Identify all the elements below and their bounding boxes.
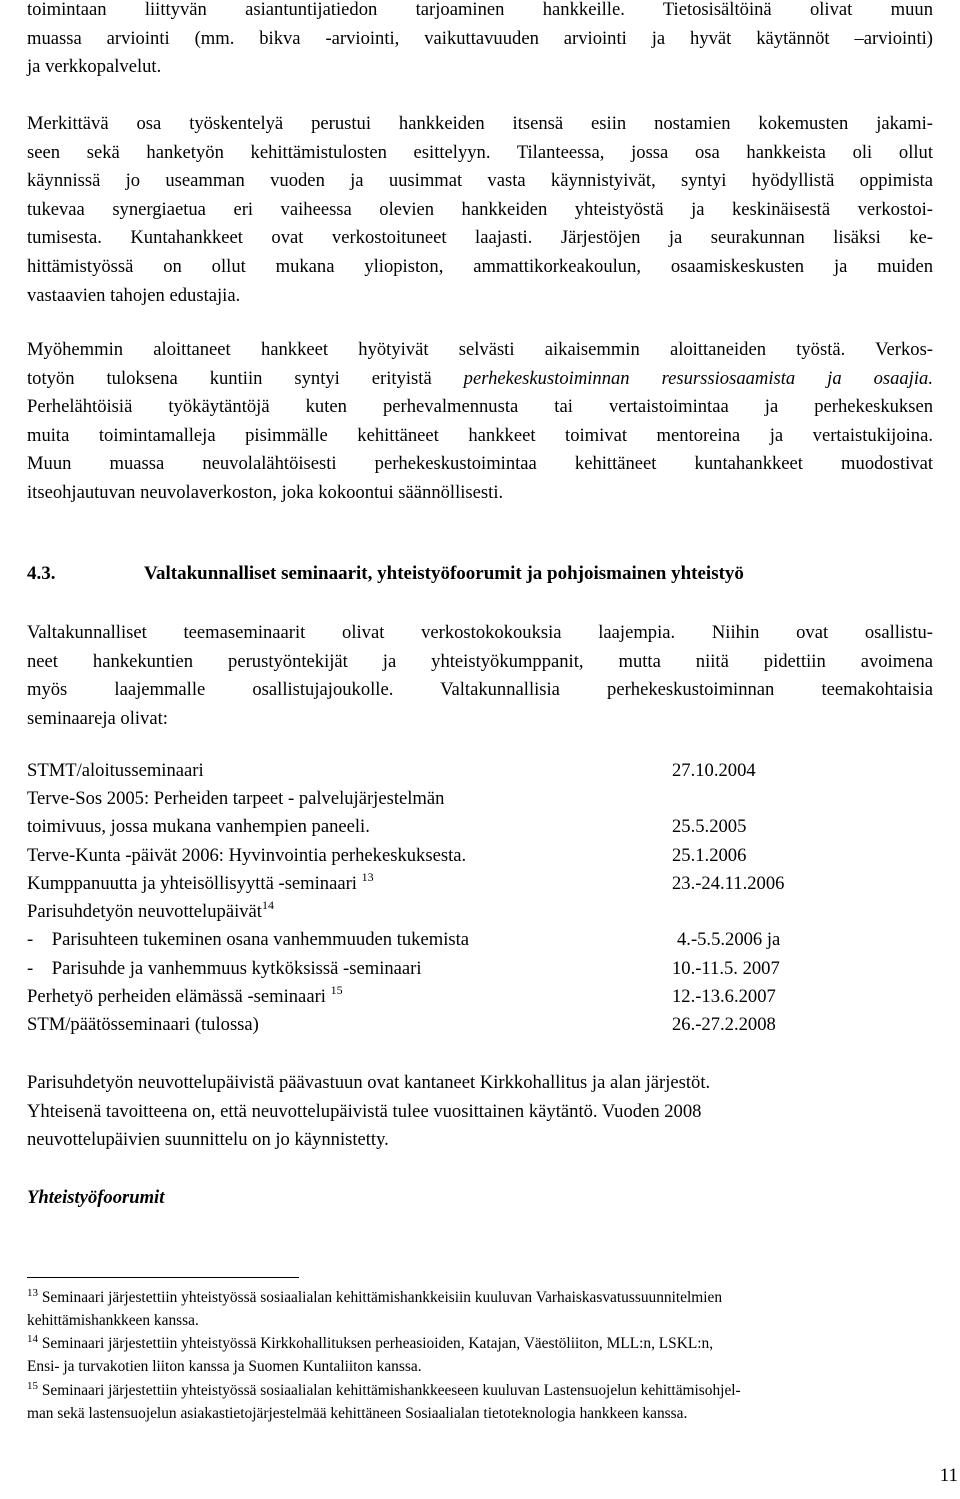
subheading-text: Yhteistyöfoorumit xyxy=(27,1187,165,1208)
text-line: hittämistyössä on ollut mukana yliopiston, ammattikorkeakoulun, osaamiskeskusten ja muiden xyxy=(27,255,933,277)
seminar-date: 12.-13.6.2007 xyxy=(672,986,776,1007)
seminar-label xyxy=(27,898,274,923)
seminar-label: - Parisuhde ja vanhemmuus kytköksissä -seminaari xyxy=(27,958,422,979)
text-line: Parisuhdetyön neuvottelupäivistä päävastuun ovat kantaneet Kirkkohallitus ja alan järjestöt. xyxy=(27,1072,711,1093)
seminar-date: 25.1.2006 xyxy=(672,845,747,866)
text-line: neuvottelupäivien suunnittelu on jo käynnistetty. xyxy=(27,1129,389,1151)
footnote-text: Seminaari järjestettiin yhteistyössä Kirkkohallituksen perheasioiden, Katajan, Väestöliiton, MLL:n, LSKL:n, xyxy=(41,1335,714,1352)
paragraph-seminars-intro xyxy=(27,619,933,733)
text-line: Myöhemmin aloittaneet hankkeet hyötyivät selvästi aikaisemmin aloittaneiden työstä. Verkos- xyxy=(27,339,933,360)
footnote-ref: 13 xyxy=(361,870,374,884)
footnote-number: 15 xyxy=(27,1380,38,1392)
text-segment: totyön tuloksena kuntiin syntyi erityistä xyxy=(27,367,464,389)
seminar-date: 26.-27.2.2008 xyxy=(672,1014,776,1035)
section-title: Valtakunnalliset seminaarit, yhteistyöfoorumit ja pohjoismainen yhteistyö xyxy=(144,563,744,584)
text-line: tumisesta. Kuntahankkeet ovat verkostoituneet laajasti. Järjestöjen ja seurakunnan lisäksi ke- xyxy=(27,227,933,249)
footnote xyxy=(27,1287,947,1332)
footnote-separator xyxy=(27,1277,299,1278)
footnote-ref: 14 xyxy=(261,898,274,912)
text-line: ja verkkopalvelut. xyxy=(27,56,162,78)
text-line: seminaareja olivat: xyxy=(27,707,168,729)
seminar-row xyxy=(27,898,933,929)
seminar-row xyxy=(27,929,933,957)
seminar-row xyxy=(27,870,933,901)
seminar-label: - Parisuhteen tukeminen osana vanhemmuuden tukemista xyxy=(27,929,470,950)
text-line: muassa arviointi (mm. bikva -arviointi, vaikuttavuuden arviointi ja hyvät käytännöt –arviointi) xyxy=(27,27,933,49)
text-line: Valtakunnalliset teemaseminaarit olivat verkostokokouksia laajempia. Niihin ovat osallistu- xyxy=(27,622,933,643)
text-line: tukevaa synergiaetua eri vaiheessa olevien hankkeiden yhteistyöstä ja keskinäisestä verkostoi- xyxy=(27,198,933,220)
seminar-date: 23.-24.11.2006 xyxy=(672,873,785,894)
seminar-label: toimivuus, jossa mukana vanhempien paneeli. xyxy=(27,816,370,837)
paragraph-mentoring xyxy=(27,336,933,508)
seminar-row xyxy=(27,983,933,1014)
footnote-ref: 15 xyxy=(330,983,343,997)
paragraph-negotiation-days xyxy=(27,1069,933,1155)
seminar-row xyxy=(27,958,933,986)
seminar-label-text: Parisuhdetyön neuvottelupäivät xyxy=(27,901,262,922)
seminar-row xyxy=(27,788,933,816)
seminar-date: 10.-11.5. 2007 xyxy=(672,958,780,979)
text-line: muita toimintamalleja pisimmälle kehittäneet hankkeet toimivat mentoreina ja vertaistukijoina. xyxy=(27,424,933,446)
text-line: Muun muassa neuvolalähtöisesti perhekeskustoimintaa kehittäneet kuntahankkeet muodostivat xyxy=(27,453,933,475)
seminar-label: Terve-Sos 2005: Perheiden tarpeet - palvelujärjestelmän xyxy=(27,788,445,809)
text-line: vastaavien tahojen edustajia. xyxy=(27,284,241,306)
footnote xyxy=(27,1380,947,1425)
seminar-row xyxy=(27,760,933,788)
seminar-date: 4.-5.5.2006 ja xyxy=(677,929,781,950)
seminar-label xyxy=(27,983,343,1008)
emphasis-text: perhekeskustoiminnan resurssiosaamista ja osaajia. xyxy=(463,367,934,389)
footnote-number: 14 xyxy=(27,1333,38,1345)
text-line: toimintaan liittyvän asiantuntijatiedon tarjoaminen hankkeille. Tietosisältöinä olivat muun xyxy=(27,0,933,20)
seminar-row xyxy=(27,1014,933,1042)
seminar-label-text: Perhetyö perheiden elämässä -seminaari xyxy=(27,986,331,1007)
text-line: myös laajemmalle osallistujajoukolle. Valtakunnallisia perhekeskustoiminnan teemakohtaisia xyxy=(27,679,933,701)
paragraph-collaboration xyxy=(27,110,933,310)
seminar-label-text: Kumppanuutta ja yhteisöllisyyttä -seminaari xyxy=(27,873,362,894)
text-line: Merkittävä osa työskentelyä perustui hankkeiden itsensä esiin nostamien kokemusten jakami- xyxy=(27,113,933,134)
text-line xyxy=(27,365,933,394)
text-line: seen sekä hanketyön kehittämistulosten esittelyyn. Tilanteessa, jossa osa hankkeista oli ollut xyxy=(27,141,933,163)
footnote xyxy=(27,1333,947,1378)
footnote-text: Seminaari järjestettiin yhteistyössä sosiaalialan kehittämishankkeeseen kuuluvan Lastensuojelun kehittämisohjel- xyxy=(41,1382,741,1399)
footnote-text: Ensi- ja turvakotien liiton kanssa ja Suomen Kuntaliiton kanssa. xyxy=(27,1357,422,1375)
seminar-row xyxy=(27,845,933,873)
footnote-text: kehittämishankkeen kanssa. xyxy=(27,1311,199,1329)
footnote-number: 13 xyxy=(27,1287,38,1299)
seminar-date: 25.5.2005 xyxy=(672,816,747,837)
seminar-label xyxy=(27,870,374,895)
text-line: käynnissä jo useamman vuoden ja uusimmat vasta käynnistyivät, syntyi hyödyllistä oppimista xyxy=(27,170,933,192)
text-line: neet hankekuntien perustyöntekijät ja yhteistyökumppanit, mutta niitä pidettiin avoimena xyxy=(27,650,933,672)
section-heading xyxy=(27,563,933,591)
footnote-text: Seminaari järjestettiin yhteistyössä sosiaalialan kehittämishankkeisiin kuuluvan Varhaiskasvatussuunnitelmien xyxy=(41,1289,723,1306)
seminar-label: STMT/aloitusseminaari xyxy=(27,760,204,781)
seminar-label: Terve-Kunta -päivät 2006: Hyvinvointia perhekeskuksesta. xyxy=(27,845,467,866)
seminar-date: 27.10.2004 xyxy=(672,760,756,781)
subheading xyxy=(27,1184,164,1213)
seminar-label: STM/päätösseminaari (tulossa) xyxy=(27,1014,259,1035)
text-line: Yhteisenä tavoitteena on, että neuvottelupäivistä tulee vuosittainen käytäntö. Vuoden 2008 xyxy=(27,1100,702,1122)
footnote-text: man sekä lastensuojelun asiakastietojärjestelmää kehittäneen Sosiaalialan tietoteknologia hankkeen kanssa. xyxy=(27,1404,688,1422)
page-number: 11 xyxy=(939,1465,958,1486)
text-line: Perhelähtöisiä työkäytäntöjä kuten perhevalmennusta tai vertaistoimintaa ja perhekeskuksen xyxy=(27,396,933,418)
section-number: 4.3. xyxy=(27,563,56,584)
text-line: itseohjautuvan neuvolaverkoston, joka kokoontui säännöllisesti. xyxy=(27,481,504,503)
top-paragraph xyxy=(27,0,933,82)
seminar-row xyxy=(27,816,933,844)
